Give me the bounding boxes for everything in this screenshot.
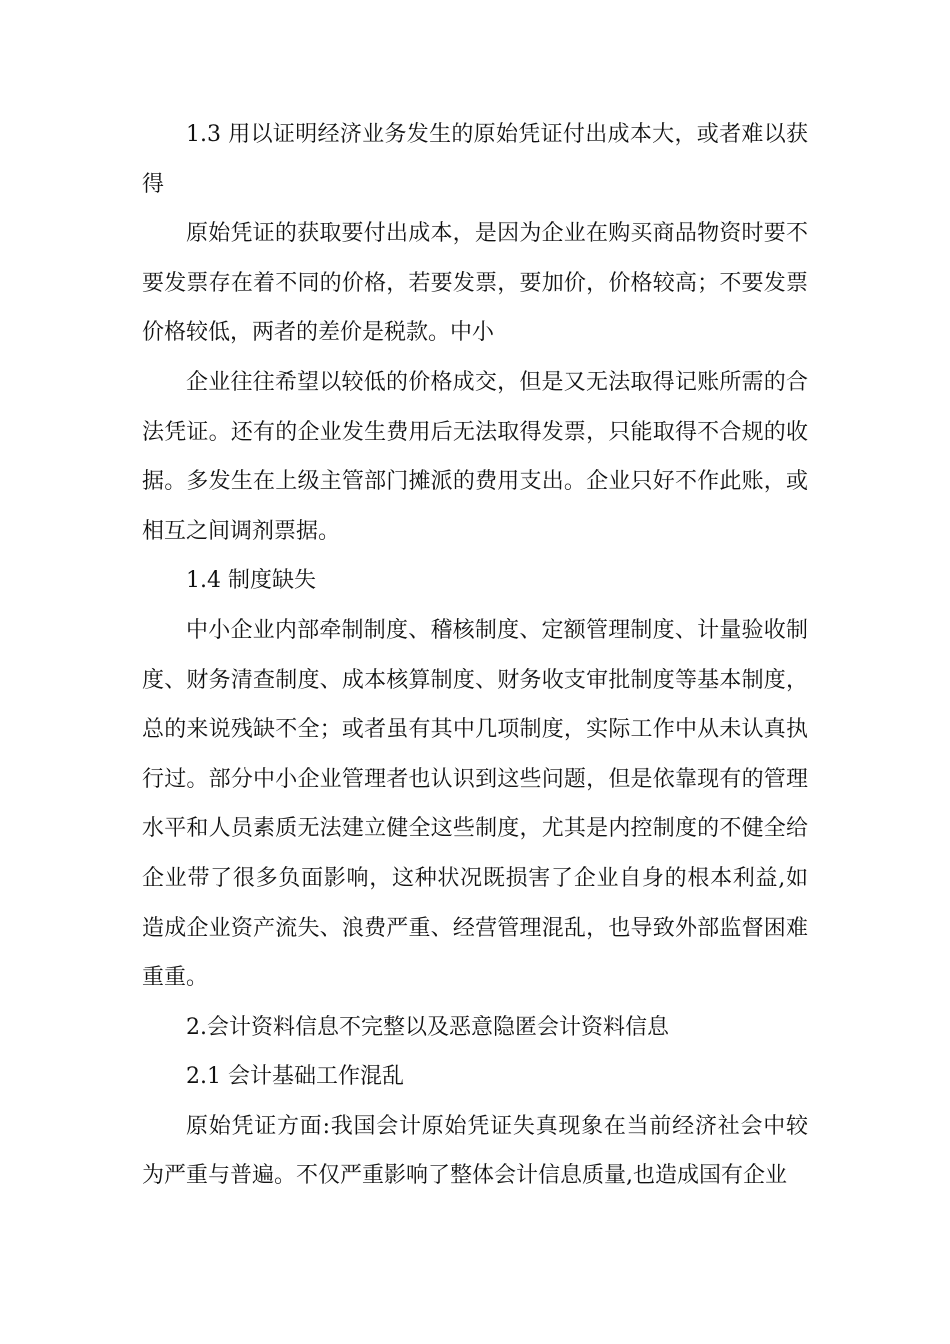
heading-2-1: 2.1 会计基础工作混乱 <box>186 1064 404 1090</box>
heading-2: 2.会计资料信息不完整以及恶意隐匿会计资料信息 <box>186 1014 669 1040</box>
heading-1-4: 1.4 制度缺失 <box>186 568 316 594</box>
heading-1-3: 1.3 用以证明经济业务发生的原始凭证付出成本大，或者难以获得 <box>142 122 808 197</box>
paragraph: 企业往往希望以较低的价格成交，但是又无法取得记账所需的合法凭证。还有的企业发生费用后无法取得发票，只能取得不合规的收据。多发生在上级主管部门摊派的费用支出。企业只好不作此账，或相互之间调剂票据。 <box>142 369 808 544</box>
document-body <box>142 110 808 1201</box>
paragraph: 中小企业内部牵制制度、稽核制度、定额管理制度、计量验收制度、财务清查制度、成本核算制度、财务收支审批制度等基本制度，总的来说残缺不全；或者虽有其中几项制度，实际工作中从未认真执行过。部分中小企业管理者也认识到这些问题，但是依靠现有的管理水平和人员素质无法建立健全这些制度，尤其是内控制度的不健全给企业带了很多负面影响，这种状况既损害了企业自身的根本利益,如造成企业资产流失、浪费严重、经营管理混乱，也导致外部监督困难重重。 <box>142 617 808 991</box>
paragraph: 原始凭证方面:我国会计原始凭证失真现象在当前经济社会中较为严重与普遍。不仅严重影响了整体会计信息质量,也造成国有企业 <box>142 1113 808 1189</box>
paragraph: 原始凭证的获取要付出成本，是因为企业在购买商品物资时要不要发票存在着不同的价格，若要发票，要加价，价格较高；不要发票价格较低，两者的差价是税款。中小 <box>142 221 808 346</box>
